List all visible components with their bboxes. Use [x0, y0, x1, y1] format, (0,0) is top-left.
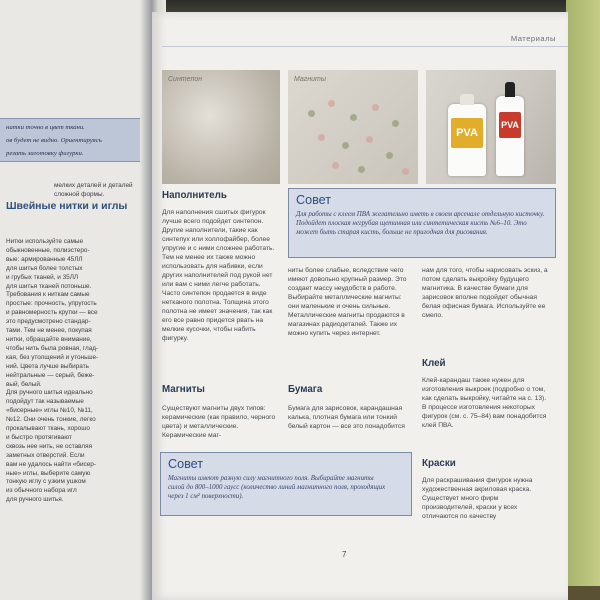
body-line: обыкновенные, полиэстеро-	[6, 246, 90, 254]
left-page	[0, 0, 148, 600]
body-line: вый, белый.	[6, 380, 42, 388]
bottle-cap	[505, 82, 515, 97]
magnet-dot	[350, 114, 357, 121]
body-line: Требования к ниткам самые	[6, 291, 90, 299]
body-line: заметных отверстий. Если	[6, 451, 85, 459]
header-rule	[162, 46, 568, 47]
body-line: Для ручного шитья идеально	[6, 389, 93, 397]
magnet-dot	[342, 142, 349, 149]
magnet-dot	[318, 134, 325, 141]
magnet-dot	[308, 110, 315, 117]
paper-heading: Бумага	[288, 384, 323, 395]
body-line: сквозь нее нить, не оставляя	[6, 442, 93, 450]
magnet-dot	[358, 166, 365, 173]
tip-box-glue	[288, 188, 556, 258]
paints-text: Для раскрашивания фигурок нужна художественная акриловая краска. Существует много фирм производителей, краски у всех отличаются по качеству	[422, 477, 533, 520]
body-line: вам не удалось найти «бисер-	[6, 460, 96, 468]
tip-box-magnets	[160, 452, 412, 516]
body-line: №12. Они очень тонкие, легко	[6, 416, 96, 424]
fragment-line: сложной формы.	[54, 190, 105, 198]
glue-bottle	[496, 96, 524, 176]
fragment-line: мелких деталей и деталей	[54, 182, 133, 189]
photo-magnets	[288, 70, 418, 184]
band-line: ов будет не видно. Ориентируясь	[6, 137, 102, 144]
body-line: ний. Цвета лучше выбирать	[6, 362, 89, 370]
body-line: чтобы нить была ровная, глад-	[6, 344, 99, 352]
body-line: Нитки используйте самые	[6, 238, 84, 245]
page-number: 7	[342, 550, 347, 559]
body-line: тами. Тем не менее, покупая	[6, 327, 92, 335]
left-heading: Швейные нитки и иглы	[6, 200, 128, 212]
tip-body: Магниты имеют разную силу магнитного поля. Выбирайте магниты силой до 800–1000 гаусс (количество линий магнитного поля, проходящих через 1 см² поверхности).	[168, 475, 386, 500]
section-tab: Материалы	[510, 34, 556, 43]
body-line: нейтральные — серый, беже-	[6, 371, 95, 379]
magnet-dot	[392, 120, 399, 127]
paper-text: Бумага для зарисовок, карандашная калька, плотная бумага или тонкий белый картон — все это понадобится	[288, 405, 405, 430]
magnets-text: Существуют магниты двух типов: керамические (как правило, черного цвета) и металлические. Керамические маг-	[162, 405, 276, 439]
magnets-heading: Магниты	[162, 384, 205, 395]
body-line: и равномерность крутки — все	[6, 309, 98, 317]
photo-label: Синтепон	[168, 76, 203, 83]
body-line: кая, без утолщений и утоньше-	[6, 353, 99, 361]
body-line: это предусмотрено стандар-	[6, 318, 91, 326]
bottle-cap	[460, 94, 474, 105]
body-line: подойдут так называемые	[6, 398, 84, 406]
body-line: «бисерные» иглы №10, №11,	[6, 407, 93, 415]
band-line: нитки точно в цвет ткани.	[6, 124, 85, 131]
tip-title: Совет	[168, 457, 204, 471]
paints-heading: Краски	[422, 458, 456, 469]
left-tip-band	[0, 118, 148, 162]
left-fragment	[54, 182, 144, 200]
glue-text: Клей-карандаш также нужен для изготовления выкроек (подробно о том, как сделать выкройку, читайте на с. 13). В процессе изготовления некоторых фигурок (см. с. 75–84) вам понадобится клей ПВА.	[422, 377, 547, 429]
tip-title: Совет	[296, 193, 332, 207]
body-line: из обычного набора игл	[6, 487, 77, 495]
magnet-dot	[328, 100, 335, 107]
body-line: для ручного шитья.	[6, 496, 64, 504]
body-line: и быстро протягивают	[6, 433, 72, 441]
body-line: тонкую иглу с узким ушком	[6, 478, 86, 486]
magnet-dot	[402, 168, 409, 175]
magnet-dot	[366, 136, 373, 143]
body-line: нитки, обращайте внимание,	[6, 335, 92, 343]
magnets-continued: ниты более слабые, вследствие чего имеют довольно крупный размер. Это создает массу неудобств в работе. Выбирайте металлические магниты: они маленькие и очень сильные. Металлические магниты продаются в магазинах радиодеталей. Также их можно купить через интернет.	[288, 267, 407, 337]
tip-body: Для работы с клеем ПВА желательно иметь в своем арсенале отдельную кисточку. Подойдет плоская негрубая щетинная или синтетическая кисть №6–10. Это может быть старая кисть, больше не пригодная для рисования.	[296, 211, 545, 236]
magnet-dot	[372, 104, 379, 111]
glue-heading: Клей	[422, 358, 446, 369]
filler-text	[162, 208, 282, 343]
body-line: для шитья тканей потоньше.	[6, 282, 92, 290]
body-line: простые: прочность, упругость	[6, 300, 97, 308]
photo-label: Магниты	[294, 76, 326, 83]
photo-glue	[426, 70, 556, 184]
bottle-label: PVA	[499, 112, 521, 138]
filler-heading: Наполнитель	[162, 190, 227, 201]
magnet-dot	[386, 152, 393, 159]
band-line: резать заготовку фигурки.	[6, 150, 84, 157]
glue-bottle	[448, 104, 486, 176]
bottle-label: PVA	[451, 118, 483, 148]
body-line: ные» иглы, выберите самую	[6, 469, 91, 477]
body-line: вые: армированные 45ЛЛ	[6, 255, 83, 263]
background-right	[566, 0, 600, 600]
body-line: для шитья более толстых	[6, 264, 83, 272]
photo-sintepon	[162, 70, 280, 184]
paper-continued: нам для того, чтобы нарисовать эскиз, а потом сделать выкройку будущего магнитика. В качестве бумаги для зарисовок вполне подойдет обычная белая офисная бумага. Используйте ее смело.	[422, 267, 548, 319]
magnet-dot	[332, 162, 339, 169]
right-page	[152, 12, 568, 600]
filler-paragraph: Для наполнения сшитых фигурок лучше всего подойдет синтепон. Другие наполнители, такие как синтепух или холлофайбер, более упругие и с ними сложнее работать.	[162, 209, 275, 252]
filler-paragraph: Тем не менее их также можно использовать для набивки, если других наполнителей под рукой нет или вам с ними легче работать.	[162, 254, 273, 288]
filler-paragraph: Часто синтепон продается в виде нетканого полотна. Толщина этого полотна не имеет значения, так как его все равно придется рвать на мелкие кусочки, чтобы набить фигурку.	[162, 290, 273, 342]
body-line: и грубых тканей, и 35ЛЛ	[6, 273, 79, 281]
body-line: прокалывают ткань, хорошо	[6, 425, 90, 433]
left-body	[6, 238, 126, 505]
